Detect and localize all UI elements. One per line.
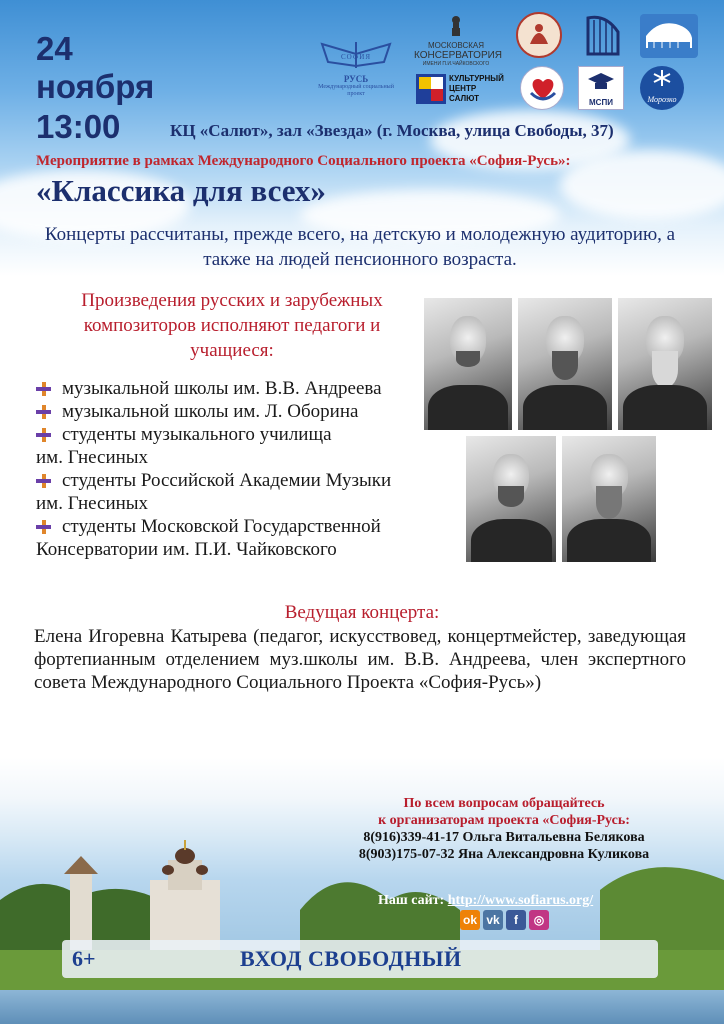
site-link[interactable]: http://www.sofiarus.org/: [447, 893, 594, 908]
angel-round-logo: [516, 12, 562, 58]
composer-portrait: [424, 298, 512, 430]
intro-text: Концерты рассчитаны, прежде всего, на детскую и молодежную аудиторию, а также на людей пенсионного возраста.: [44, 224, 676, 270]
conservatory-logo: [414, 14, 503, 67]
contacts-block: [324, 795, 684, 863]
contact-phone-2: 8(903)175-07-32 Яна Александровна Куликова: [358, 847, 650, 862]
composer-portrait: [618, 298, 712, 430]
salut-line1: КУЛЬТУРНЫЙ: [449, 74, 504, 83]
conservatory-line2: КОНСЕРВАТОРИЯ: [414, 50, 503, 61]
facebook-icon[interactable]: f: [506, 910, 526, 930]
sofia-logo-mid: РУСЬ: [343, 74, 369, 84]
list-item: музыкальной школы им. В.В. Андреева: [36, 377, 436, 400]
conservatory-line3: ИМЕНИ П.И.ЧАЙКОВСКОГО: [422, 61, 490, 67]
host-description: Елена Игоревна Катырева (педагог, искусствовед, концертмейстер, заведующая фортепианным отделением муз.школы им. В.В. Андреева, член экспертного совета Международного Социального Проекта «София-Русь»): [34, 626, 686, 693]
event-subtitle: Мероприятие в рамках Международного Социального проекта «София-Русь»:: [36, 153, 571, 169]
list-item: студенты Московской Государственной Консерватории им. П.И. Чайковского: [36, 516, 381, 560]
piano-keys-icon: [640, 14, 698, 58]
harp-logo: [580, 12, 626, 58]
salut-squares-icon: [416, 74, 446, 104]
piano-logo: [640, 14, 698, 58]
cloud: [560, 150, 724, 220]
works-heading: Произведения русских и зарубежных композиторов исполняют педагоги и учащиеся:: [81, 290, 383, 361]
mspu-logo: [578, 66, 624, 110]
free-entry-bar: [62, 940, 658, 978]
angel-icon: [518, 14, 560, 56]
event-title: «Классика для всех»: [36, 173, 326, 208]
snowflake-icon: [640, 66, 684, 90]
morozko-label: Морозко: [647, 95, 677, 104]
list-item: студенты музыкального училища им. Гнесиных: [36, 424, 332, 468]
conservatory-line1: МОСКОВСКАЯ: [427, 41, 485, 50]
event-venue: КЦ «Салют», зал «Звезда» (г. Москва, улица Свободы, 37): [170, 121, 614, 140]
event-time: 13:00: [36, 108, 121, 145]
mspu-cap-icon: [586, 71, 616, 93]
harp-icon: [580, 12, 626, 58]
salut-line3: САЛЮТ: [449, 94, 480, 103]
host-label: Ведущая концерта:: [284, 602, 440, 623]
sofia-logo-top: СОФИЯ: [340, 53, 372, 61]
composer-portrait: [466, 436, 556, 562]
salut-center-logo: [416, 72, 508, 106]
odnoklassniki-icon[interactable]: ok: [460, 910, 480, 930]
performers-list: [36, 377, 436, 561]
composer-portrait: [518, 298, 612, 430]
contacts-line1: По всем вопросам обращайтесь: [403, 796, 605, 811]
site-line: [378, 893, 593, 909]
sofia-rus-logo: [318, 40, 394, 96]
morozko-logo: [640, 66, 684, 110]
instagram-icon[interactable]: ◎: [529, 910, 549, 930]
sofia-logo-sub: Международный социальный проект: [318, 84, 394, 97]
tchaikovsky-statue-icon: [446, 14, 466, 36]
plus-bullet-icon: [36, 428, 51, 442]
contacts-line2: к организаторам проекта «София-Русь:: [378, 813, 630, 828]
site-label: Наш сайт:: [378, 893, 445, 908]
plus-bullet-icon: [36, 405, 51, 419]
composer-portrait: [562, 436, 656, 562]
heart-hands-logo: [520, 66, 564, 110]
heart-icon: [521, 67, 565, 111]
plus-bullet-icon: [36, 520, 51, 534]
free-entry-label: ВХОД СВОБОДНЫЙ: [240, 946, 462, 971]
event-month: ноября: [36, 68, 155, 105]
social-icons: [460, 910, 549, 930]
plus-bullet-icon: [36, 382, 51, 396]
event-day: 24: [36, 30, 73, 67]
list-item: студенты Российской Академии Музыки им. Гнесиных: [36, 470, 392, 514]
age-rating: 6+: [72, 946, 96, 971]
vk-icon[interactable]: vk: [483, 910, 503, 930]
plus-bullet-icon: [36, 474, 51, 488]
contact-phone-1: 8(916)339-41-17 Ольга Витальевна Белякова: [363, 830, 645, 845]
salut-line2: ЦЕНТР: [449, 84, 477, 93]
event-date: [36, 30, 154, 106]
mspu-label: МСПИ: [589, 98, 613, 107]
list-item: музыкальной школы им. Л. Оборина: [36, 400, 436, 423]
